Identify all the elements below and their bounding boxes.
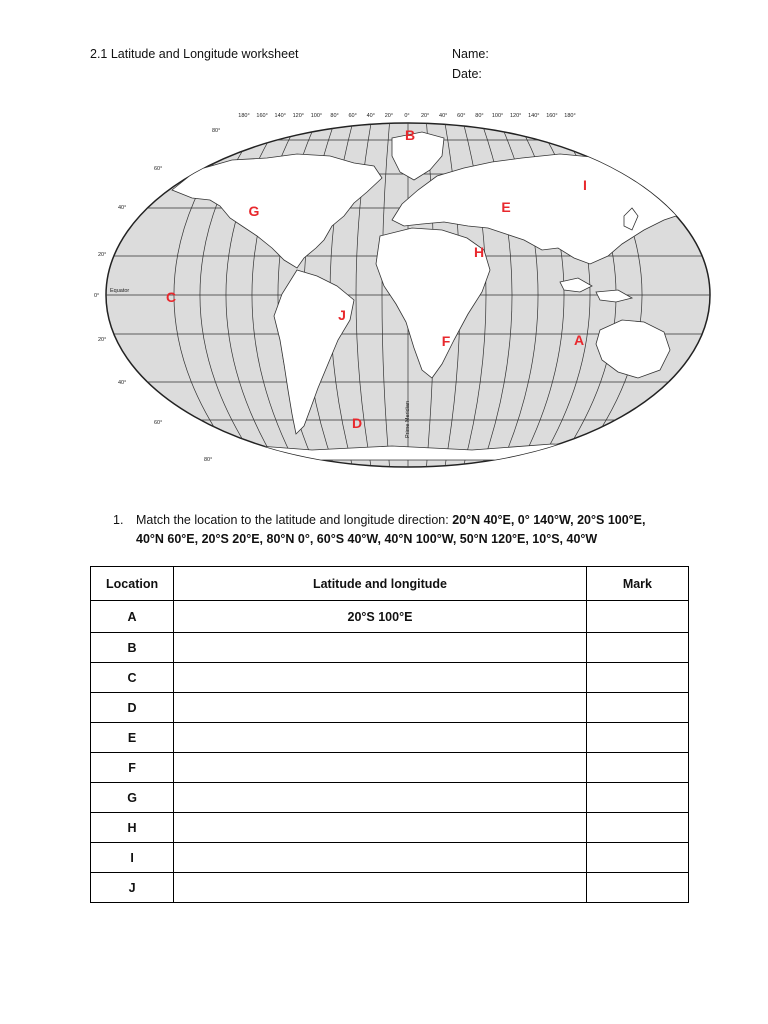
cell-location: D: [91, 693, 174, 723]
cell-latlong[interactable]: [174, 753, 587, 783]
cell-location: B: [91, 633, 174, 663]
cell-latlong[interactable]: [174, 633, 587, 663]
latitude-tick-label: 80°: [204, 457, 213, 463]
question-options: 20°N 40°E, 0° 140°W, 20°S 100°E, 40°N 60°E, 20°S 20°E, 80°N 0°, 60°S 40°W, 40°N 100°W, 50°N 120°E, 10°S, 40°W: [136, 513, 646, 546]
header-latlong: Latitude and longitude: [174, 567, 587, 601]
latitude-tick-label: 40°: [118, 380, 127, 386]
table-row: [91, 843, 689, 873]
marker-b: B: [404, 127, 416, 143]
answer-table: [90, 566, 689, 903]
cell-latlong[interactable]: [174, 663, 587, 693]
question-prompt: Match the location to the latitude and longitude direction:: [136, 513, 453, 527]
longitude-tick-label: 120°: [292, 113, 305, 119]
longitude-tick-label: 180°: [564, 113, 576, 119]
longitude-tick-label: 80°: [475, 113, 484, 119]
cell-location: E: [91, 723, 174, 753]
header-mark: Mark: [586, 567, 688, 601]
cell-mark[interactable]: [586, 843, 688, 873]
marker-j: J: [338, 307, 346, 323]
latitude-tick-label: 20°: [98, 337, 107, 343]
cell-mark[interactable]: [586, 601, 688, 633]
cell-latlong[interactable]: [174, 813, 587, 843]
table-row: [91, 813, 689, 843]
cell-location: G: [91, 783, 174, 813]
worksheet-title: 2.1 Latitude and Longitude worksheet: [90, 47, 299, 61]
table-row: [91, 873, 689, 903]
longitude-tick-label: 160°: [546, 113, 558, 119]
longitude-tick-label: 20°: [420, 113, 430, 119]
table-row: [91, 753, 689, 783]
equator-label: Equator: [110, 288, 130, 294]
longitude-tick-label: 100°: [310, 113, 323, 119]
marker-f: F: [441, 333, 451, 349]
cell-location: J: [91, 873, 174, 903]
cell-location: H: [91, 813, 174, 843]
cell-mark[interactable]: [586, 783, 688, 813]
table-row: [91, 693, 689, 723]
longitude-tick-label: 40°: [439, 113, 448, 119]
longitude-tick-label: 180°: [238, 113, 250, 119]
cell-mark[interactable]: [586, 723, 688, 753]
longitude-tick-label: 140°: [528, 113, 540, 119]
latitude-tick-label: 60°: [154, 166, 163, 172]
world-map: [92, 108, 724, 470]
longitude-tick-label: 80°: [330, 113, 339, 119]
table-row: [91, 783, 689, 813]
question-number: 1.: [113, 513, 124, 527]
marker-c: C: [165, 289, 177, 305]
marker-h: H: [473, 244, 485, 260]
longitude-tick-label: 20°: [384, 113, 394, 119]
cell-latlong[interactable]: [174, 723, 587, 753]
cell-mark[interactable]: [586, 813, 688, 843]
cell-latlong[interactable]: [174, 843, 587, 873]
cell-mark[interactable]: [586, 753, 688, 783]
cell-latlong[interactable]: [174, 783, 587, 813]
longitude-tick-label: 140°: [274, 113, 286, 119]
cell-location: C: [91, 663, 174, 693]
latitude-tick-label: 20°: [98, 252, 107, 258]
table-header-row: [91, 567, 689, 601]
longitude-tick-label: 120°: [509, 113, 522, 119]
longitude-tick-label: 0°: [404, 113, 410, 119]
header-location: Location: [91, 567, 174, 601]
longitude-tick-label: 60°: [457, 113, 466, 119]
prime-meridian-label: Prime Meridian: [405, 401, 411, 438]
date-label: Date:: [452, 67, 482, 81]
latitude-tick-label: 80°: [212, 128, 221, 134]
cell-latlong[interactable]: 20°S 100°E: [174, 601, 587, 633]
latitude-tick-label: 60°: [154, 420, 163, 426]
cell-location: I: [91, 843, 174, 873]
marker-g: G: [248, 203, 260, 219]
longitude-tick-label: 100°: [491, 113, 504, 119]
marker-e: E: [501, 199, 511, 215]
table-row: [91, 601, 689, 633]
cell-mark[interactable]: [586, 633, 688, 663]
table-row: [91, 663, 689, 693]
cell-latlong[interactable]: [174, 693, 587, 723]
cell-mark[interactable]: [586, 663, 688, 693]
cell-latlong[interactable]: [174, 873, 587, 903]
cell-location: F: [91, 753, 174, 783]
marker-i: I: [583, 177, 587, 193]
name-label: Name:: [452, 47, 489, 61]
longitude-tick-label: 40°: [366, 113, 375, 119]
marker-a: A: [573, 332, 585, 348]
question-1: [113, 511, 673, 549]
cell-mark[interactable]: [586, 693, 688, 723]
table-row: [91, 633, 689, 663]
latitude-tick-label: 40°: [118, 205, 127, 211]
latitude-tick-label: 0°: [94, 293, 100, 299]
longitude-tick-label: 160°: [256, 113, 268, 119]
cell-location: A: [91, 601, 174, 633]
table-row: [91, 723, 689, 753]
longitude-tick-label: 60°: [348, 113, 357, 119]
cell-mark[interactable]: [586, 873, 688, 903]
marker-d: D: [351, 415, 363, 431]
